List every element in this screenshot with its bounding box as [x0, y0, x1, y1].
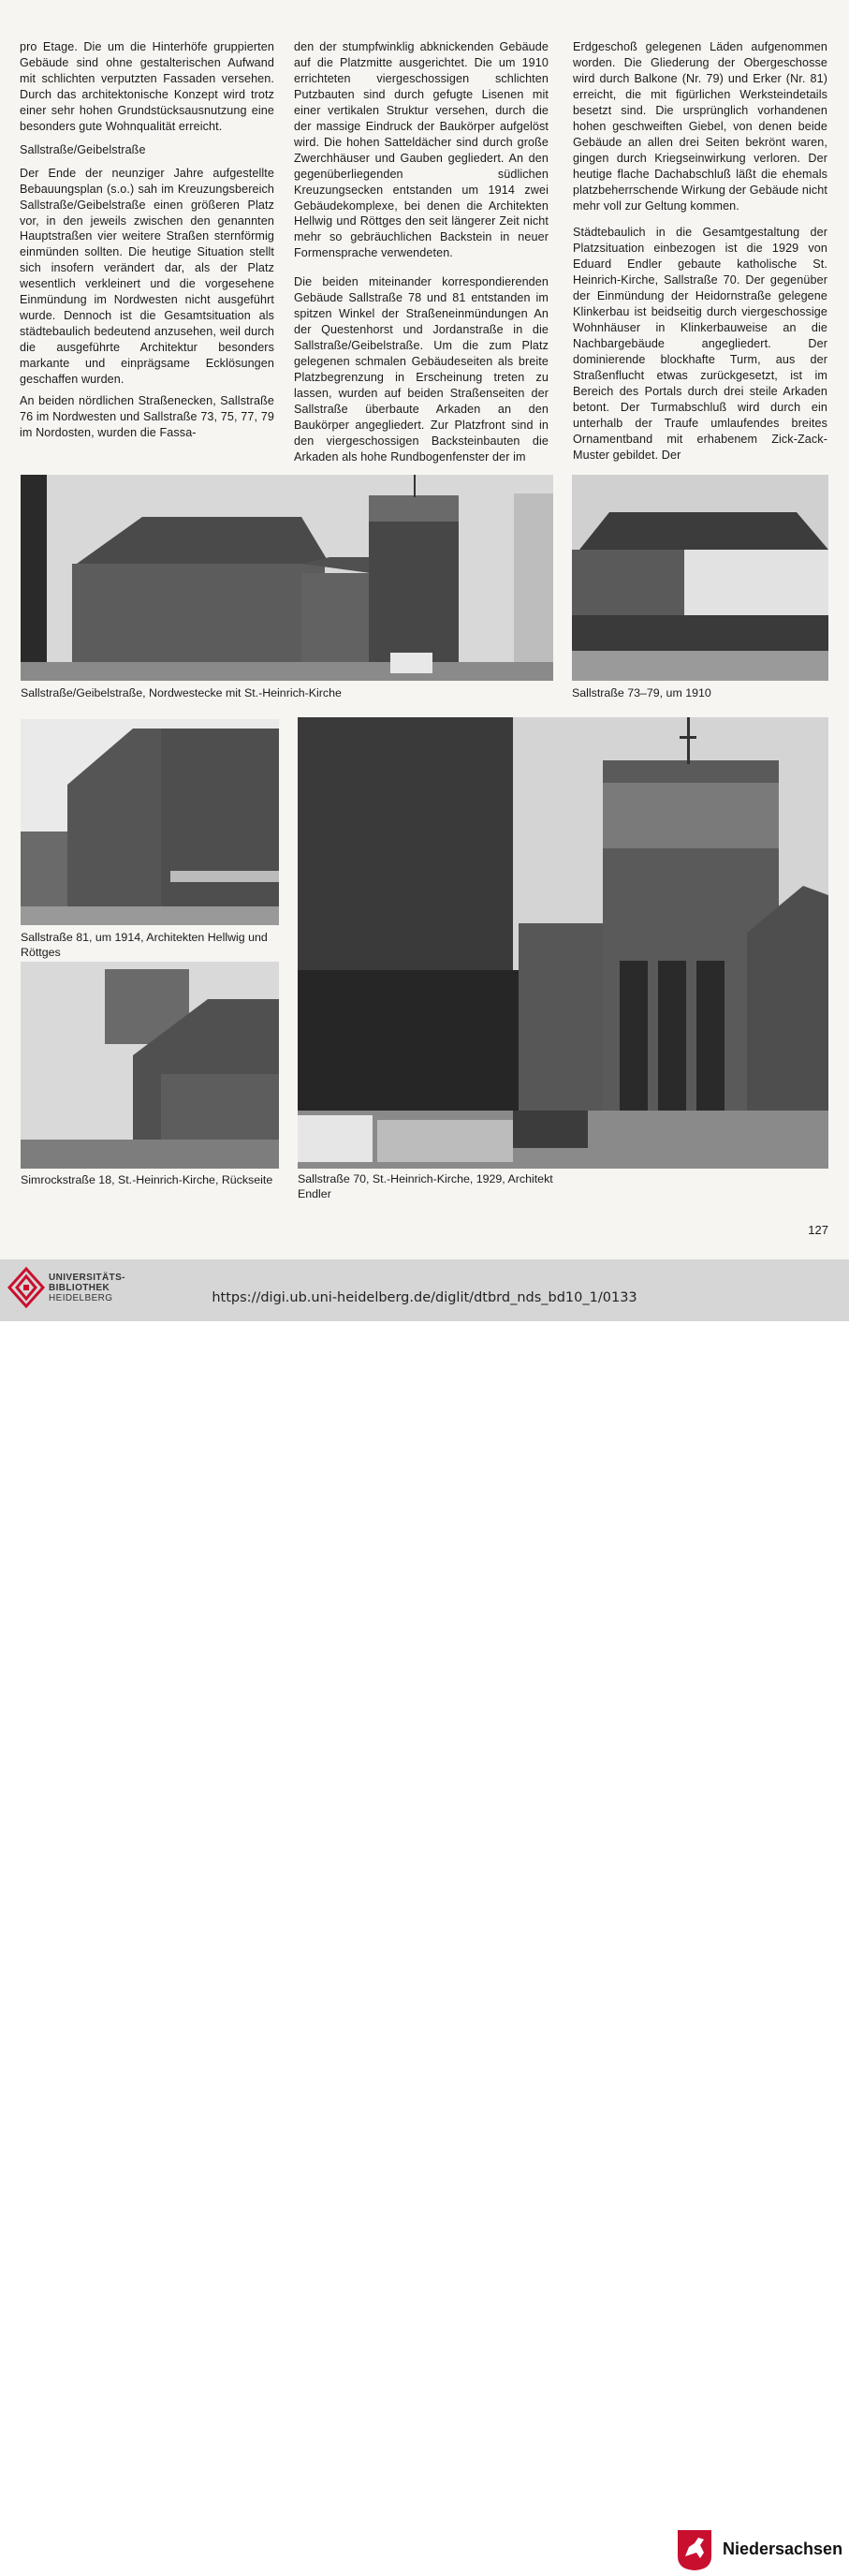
photo-st-heinrich-kirche: [298, 717, 828, 1169]
paragraph: Erdgeschoß gelegenen Läden aufgenommen worden. Die Gliederung der Obergeschosse wird durch Balkone (Nr. 79) und Erker (Nr. 81) erreicht, die mit figürlichen Werksteindetails besetzt sind. Die ursprünglich vorhandenen hohen geschweiften Giebel, von denen beide Gebäude an allen drei Seiten bekrönt waren, gingen durch Kriegseinwirkung verloren. Der heutige flache Dachabschluß läßt die ehemals platzbeherrschende Wirkung der Gebäude nicht mehr voll zur Geltung kommen.: [573, 40, 827, 213]
paragraph: Städtebaulich in die Gesamtgestaltung der Platzsituation einbezogen ist die 1929 von Eduard Endler gebaute katholische St. Heinrich-Kirche, Sallstraße 70. Der gegenüber der Einmündung der Heidornstraße gelegene Klinkerbau ist beidseitig durch viergeschossige Wohnhäuser in Klinkerbauweise an die Nachbargebäude angegliedert. Der dominierende blockhafte Turm, aus der Straßenflucht etwas zurückgesetzt, ist im Bereich des Portals durch drei steile Arkaden betont. Der Turmabschluß wird durch ein unterhalb der Traufe umlaufendes breites Ornamentband mit erhabenem Zick-Zack-Muster gebildet. Der: [573, 226, 827, 462]
caption: Sallstraße 70, St.-Heinrich-Kirche, 1929, Architekt Endler: [298, 1172, 553, 1200]
paragraph: Die beiden miteinander korrespondierenden Gebäude Sallstraße 78 und 81 entstanden im spitzen Winkel der Straßeneinmündungen An der Questenhorst und Jordanstraße in die Sallstraße/Geibelstraße. Um die zum Platz gelegenen schmalen Gebäudeseiten als breite Platzbegrenzung in Erscheinung treten zu lassen, wurden auf beiden Straßenseiten der Sallstraße überbaute Arkaden an den Baukörper angegliedert. Zur Platzfront sind in den viergeschossigen Backsteinbauten die Arkaden als hohe Rundbogenfenster der im: [294, 275, 549, 464]
caption: Sallstraße/Geibelstraße, Nordwestecke mit St.-Heinrich-Kirche: [21, 686, 342, 699]
paragraph: Der Ende der neunziger Jahre aufgestellte Bebauungsplan (s.o.) sah im Kreuzungsbereich Sallstraße/Geibelstraße einen größeren Platz vor, in den jeweils zwischen den genannten Hauptstraßen vier weitere Straßen sternförmig einmünden sollten. Die heutige Situation stellt sich insofern verändert dar, als der Platz wesentlich verkleinert und die vorgesehene Einmündung im Nordwesten nicht ausgeführt wurde. Dennoch ist die Gesamtsituation als städtebaulich bedeutend anzusehen, weil durch die ausgeführte Architektur besonders markante und einprägsame Ecklösungen geschaffen wurden.: [20, 166, 274, 387]
niedersachsen-label[interactable]: Niedersachsen: [723, 2539, 843, 2558]
paragraph: pro Etage. Die um die Hinterhöfe gruppierten Gebäude sind ohne gestalterischen Aufwand mit schlichten verputzten Fassaden versehen. Durch das architektonische Konzept wird trotz einer sehr hohen Grundstücksausnutzung eine besonders gute Wohnqualität erreicht.: [20, 40, 274, 133]
page-url[interactable]: https://digi.ub.uni-heidelberg.de/diglit/dtbrd_nds_bd10_1/0133: [212, 1290, 637, 1305]
photo-simrockstrasse-18: [21, 962, 279, 1169]
caption: Simrockstraße 18, St.-Heinrich-Kirche, Rückseite: [21, 1173, 273, 1186]
photo-sallstrasse-73-79: [572, 475, 828, 681]
caption: Sallstraße 73–79, um 1910: [572, 686, 711, 699]
text-column-1: [20, 39, 274, 447]
university-library-name[interactable]: UNIVERSITÄTS- BIBLIOTHEK HEIDELBERG: [49, 1273, 125, 1303]
text-column-3: [573, 39, 827, 469]
photo-northwest-corner: [21, 475, 553, 681]
caption: Sallstraße 81, um 1914, Architekten Hellwig und Röttges: [21, 931, 268, 959]
section-heading: Sallstraße/Geibelstraße: [20, 142, 146, 156]
text-column-2: [294, 39, 549, 471]
niedersachsen-horse-icon[interactable]: [676, 2528, 713, 2571]
page-number: 127: [808, 1223, 828, 1237]
paragraph: den der stumpfwinklig abknickenden Gebäude auf die Platzmitte ausgerichtet. Die um 1910 errichteten viergeschossigen schlichten Putzbauten sind durch gefugte Lisenen mit einer vertikalen Struktur versehen, durch die der massige Eindruck der Baukörper aufgelöst wird. Die hohen Satteldächer sind durch große Zwerchhäuser und Gauben gegliedert. An den gegenüberliegenden südlichen Kreuzungsecken entstanden um 1914 zwei Gebäudekomplexe, bei denen die Architekten Hellwig und Röttges den seit längerer Zeit nicht mehr so gebräuchlichen Backstein in neuer Formensprache verwendeten.: [294, 40, 549, 260]
document-page: [0, 0, 849, 1259]
photo-sallstrasse-81: [21, 719, 279, 925]
paragraph: An beiden nördlichen Straßenecken, Sallstraße 76 im Nordwesten und Sallstraße 73, 75, 77, 79 im Nordosten, wurden die Fassa-: [20, 394, 274, 439]
